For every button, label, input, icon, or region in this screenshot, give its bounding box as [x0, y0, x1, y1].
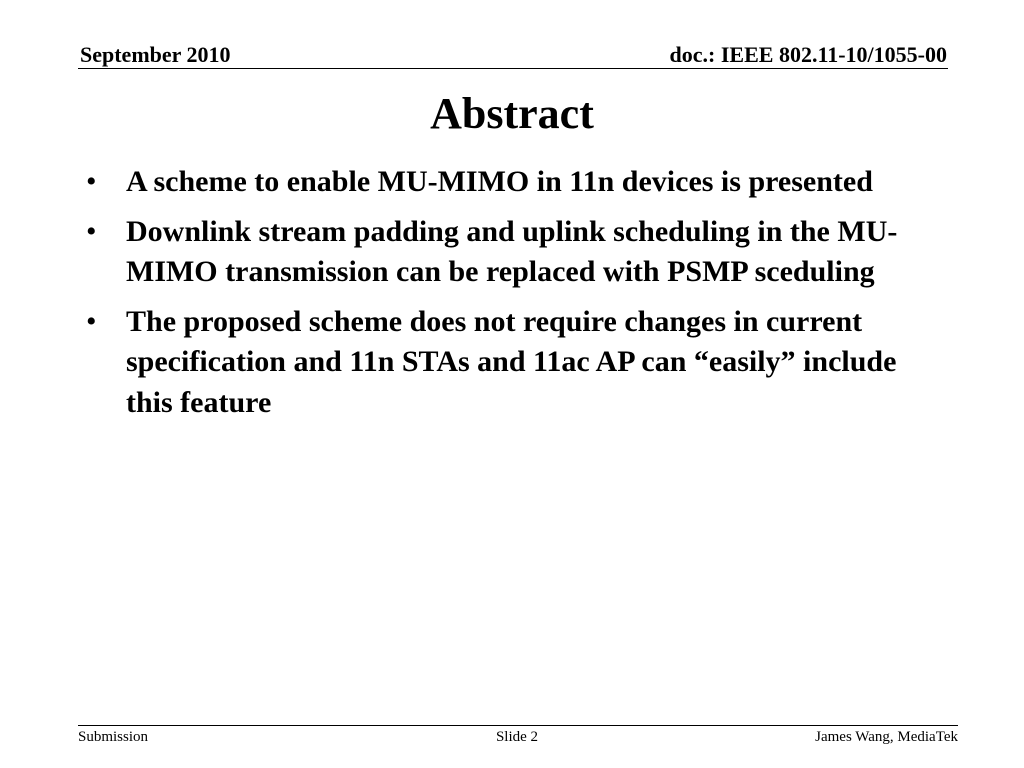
bullet-list — [86, 162, 946, 432]
bullet-text: Downlink stream padding and uplink scheduling in the MU-MIMO transmission can be replaced with PSMP sceduling — [126, 214, 898, 288]
slide-title: Abstract — [430, 89, 594, 138]
footer-divider — [78, 725, 958, 726]
bullet-item-3 — [86, 302, 946, 424]
bullet-text: A scheme to enable MU-MIMO in 11n devices is presented — [126, 165, 873, 198]
bullet-marker: • — [86, 165, 97, 198]
header-divider — [78, 68, 948, 69]
bullet-marker: • — [86, 214, 97, 248]
bullet-text: The proposed scheme does not require changes in current specification and 11n STAs and 11ac AP can “easily” include this feature — [126, 304, 897, 419]
header-doc-id: doc.: IEEE 802.11-10/1055-00 — [669, 42, 947, 67]
footer-slide-number: Slide 2 — [495, 729, 539, 745]
bullet-item-2 — [86, 212, 946, 293]
bullet-marker: • — [86, 304, 97, 338]
bullet-item-1 — [86, 162, 946, 203]
footer-author: James Wang, MediaTek — [815, 729, 958, 745]
header-date: September 2010 — [80, 42, 231, 67]
footer-submission: Submission — [78, 729, 149, 745]
